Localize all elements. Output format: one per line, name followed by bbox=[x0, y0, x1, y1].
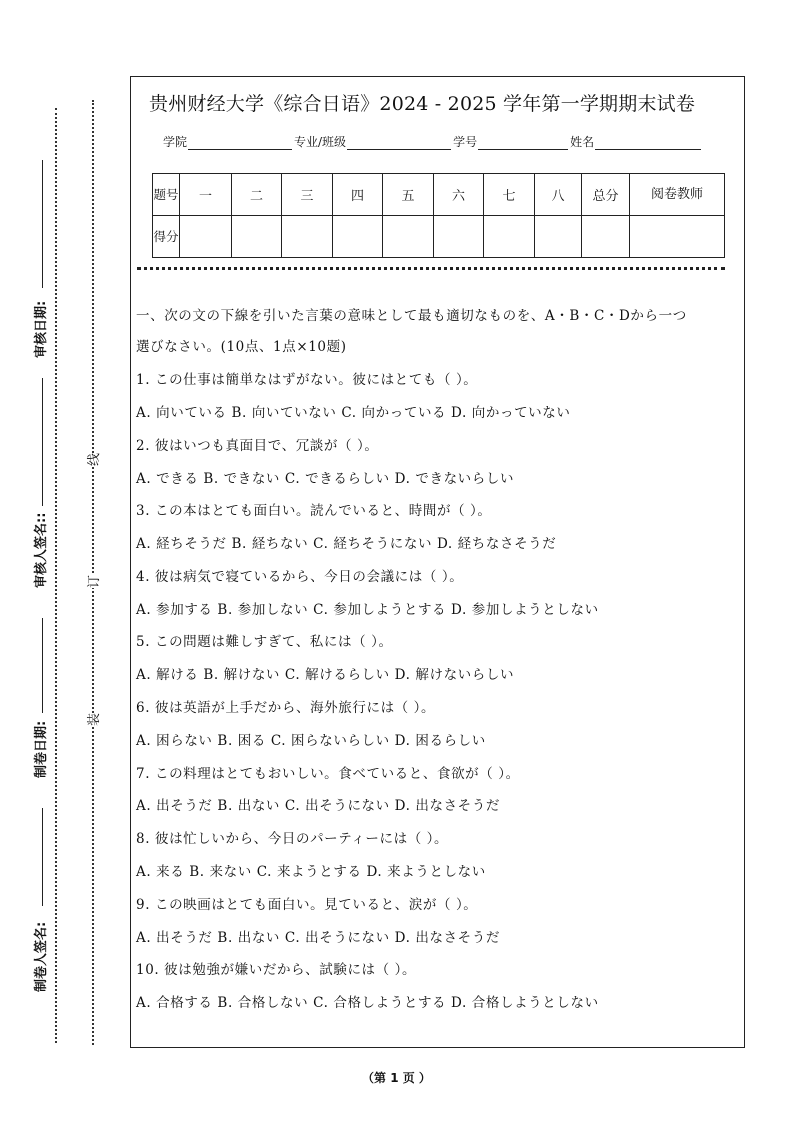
score-cell[interactable] bbox=[535, 216, 582, 258]
question-8: 8. 彼は忙しいから、今日のパーティーには（ ）。 bbox=[136, 831, 449, 847]
prepare-date-line bbox=[42, 618, 43, 713]
question-10: 10. 彼は勉強が嫌いだから、試験には（ ）。 bbox=[136, 962, 417, 978]
major-class-field[interactable] bbox=[347, 136, 451, 150]
score-cell[interactable] bbox=[630, 216, 725, 258]
review-date-line bbox=[42, 160, 43, 288]
major-class-label: 专业/班级 bbox=[294, 135, 347, 149]
header-divider bbox=[137, 267, 725, 270]
options-1: A. 向いている B. 向いていない C. 向かっている D. 向かっていない bbox=[136, 405, 571, 421]
name-label: 姓名 bbox=[570, 135, 595, 149]
options-9: A. 出そうだ B. 出ない C. 出そうにない D. 出なさそうだ bbox=[136, 930, 500, 946]
question-7: 7. この料理はとてもおいしい。食べていると、食欲が（ ）。 bbox=[136, 766, 520, 782]
score-cell[interactable] bbox=[232, 216, 282, 258]
col-grader: 阅卷教师 bbox=[630, 174, 725, 216]
options-5: A. 解ける B. 解けない C. 解けるらしい D. 解けないらしい bbox=[136, 667, 515, 683]
col-1: 一 bbox=[180, 174, 232, 216]
college-label: 学院 bbox=[163, 135, 188, 149]
score-table-header-row bbox=[153, 174, 725, 216]
preparer-signature-line bbox=[42, 808, 43, 906]
col-5: 五 bbox=[383, 174, 434, 216]
options-10: A. 合格する B. 合格しない C. 合格しようとする D. 合格しようとしない bbox=[136, 995, 599, 1011]
options-3: A. 経ちそうだ B. 経ちない C. 経ちそうにない D. 経ちなさそうだ bbox=[136, 536, 557, 552]
question-2: 2. 彼はいつも真面目で、冗談が（ ）。 bbox=[136, 438, 379, 454]
student-id-label: 学号 bbox=[453, 135, 478, 149]
score-cell[interactable] bbox=[434, 216, 484, 258]
score-table-score-row bbox=[153, 216, 725, 258]
col-8: 八 bbox=[535, 174, 582, 216]
score-cell[interactable] bbox=[333, 216, 383, 258]
score-cell[interactable] bbox=[383, 216, 434, 258]
binding-dotted-line bbox=[92, 100, 94, 1045]
score-cell[interactable] bbox=[582, 216, 630, 258]
section-instruction-cont: 選びなさい。(10点、1点×10题) bbox=[136, 339, 347, 355]
options-6: A. 困らない B. 困る C. 困らないらしい D. 困るらしい bbox=[136, 733, 486, 749]
binding-mark-bind: 装 bbox=[81, 713, 104, 726]
student-id-field[interactable] bbox=[478, 136, 568, 150]
outer-dotted-line bbox=[55, 108, 57, 1043]
question-4: 4. 彼は病気で寝ているから、今日の会議には（ ）。 bbox=[136, 569, 464, 585]
question-5: 5. この問題は難しすぎて、私には（ ）。 bbox=[136, 634, 393, 650]
options-2: A. できる B. できない C. できるらしい D. できないらしい bbox=[136, 471, 515, 487]
question-number-label: 题号 bbox=[153, 174, 180, 216]
question-3: 3. この本はとても面白い。読んでいると、時間が（ ）。 bbox=[136, 503, 492, 519]
reviewer-signature-label: 审核人签名:: bbox=[34, 512, 49, 588]
name-field[interactable] bbox=[595, 136, 701, 150]
student-info-row bbox=[163, 133, 703, 150]
section-instruction: 一、次の文の下線を引いた言葉の意味として最も適切なものを、A・B・C・Dから一つ bbox=[136, 308, 687, 324]
score-cell[interactable] bbox=[282, 216, 333, 258]
exam-title: 贵州财经大学《综合日语》2024 - 2025 学年第一学期期末试卷 bbox=[149, 93, 696, 115]
score-table bbox=[152, 173, 725, 258]
binding-mark-staple: 订 bbox=[81, 575, 104, 588]
col-2: 二 bbox=[232, 174, 282, 216]
prepare-date-label: 制卷日期: bbox=[34, 720, 49, 778]
binding-mark-line: 线 bbox=[81, 453, 104, 466]
college-field[interactable] bbox=[188, 136, 292, 150]
question-9: 9. この映画はとても面白い。見ていると、涙が（ ）。 bbox=[136, 897, 478, 913]
col-4: 四 bbox=[333, 174, 383, 216]
reviewer-signature-line bbox=[42, 378, 43, 506]
question-1: 1. この仕事は簡単なはずがない。彼にはとても（ ）。 bbox=[136, 372, 478, 388]
options-7: A. 出そうだ B. 出ない C. 出そうにない D. 出なさそうだ bbox=[136, 798, 500, 814]
review-date-label: 审核日期: bbox=[34, 300, 49, 358]
options-8: A. 来る B. 来ない C. 来ようとする D. 来ようとしない bbox=[136, 864, 486, 880]
col-total: 总分 bbox=[582, 174, 630, 216]
col-6: 六 bbox=[434, 174, 484, 216]
page-number: （第 1 页 ） bbox=[362, 1071, 431, 1085]
preparer-signature-label: 制卷人签名: bbox=[34, 921, 49, 992]
score-cell[interactable] bbox=[484, 216, 535, 258]
col-3: 三 bbox=[282, 174, 333, 216]
score-cell[interactable] bbox=[180, 216, 232, 258]
question-6: 6. 彼は英語が上手だから、海外旅行には（ ）。 bbox=[136, 700, 436, 716]
score-label: 得分 bbox=[153, 216, 180, 258]
options-4: A. 参加する B. 参加しない C. 参加しようとする D. 参加しようとしない bbox=[136, 602, 599, 618]
col-7: 七 bbox=[484, 174, 535, 216]
